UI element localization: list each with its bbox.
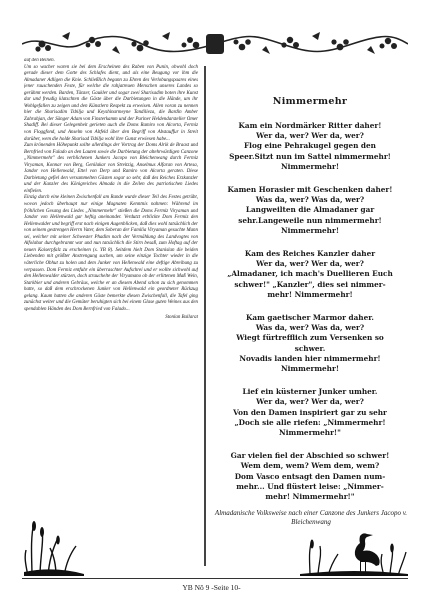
poem-line: „Doch sie alle riefen: „Nimmermehr! [234, 417, 386, 427]
article-paragraph: Um so wacher waren sie bei dem Erscheinen des Raben von Punin, obwohl doch gerade dieser dem Gotte des Schlafes dient, und als eine Beugung vor ihm die Almadaner Adligen die Knie. Schließlich begann zu Ehren des Verlobungspaares eines jener rauschenden Feste, für welche die rahjatreuen Menschen unseres Landes so gerühmt werden. Barden, Tänzer, Gaukler und sogar zwei Sharisadim boten ihre Kunst dar und freudig klatschten die Gäste über die Darbietungen in die Hände, um ihr Wohlgefallen zu zeigen und den Künstlern Respekt zu erweisen. Allen voran zu nennen hier die Sharisadim Tsbilja und Keyshinarmeyne Tandilieza, die Bardin Amber Zahrahjan, der Sänger Adam von Finsterkamm und der Puriner Heldendarsteller Omer Shadiff. Bei dieser Gelegenheit gerieten auch die Doms Ramiro von Alcorta, Fermiz von Floggfond, und Anselm von Altfeld über den Begriff von Abstauffur in Streit darüber, wem die holde Sharisad Tsbilja wohl ihre Gunst erwiesen habe... [24, 64, 198, 142]
poem-line: Gar vielen fiel der Abschied so schwer! [230, 451, 390, 461]
poem-stanza [212, 387, 408, 438]
poem-line: Kam des Reiches Kanzler daher [244, 249, 376, 259]
poem-line: Langweilten die Almadaner gar [245, 205, 375, 215]
poem-line: Kamen Horasier mit Geschenken daher! [227, 185, 393, 195]
poem-stanza [212, 451, 408, 502]
poem-line: mehr... Und flüstert leise: „Nimmer- [236, 481, 384, 491]
poem-line: Dom Vasco entsagt den Damen num- [234, 471, 386, 481]
poem-line: Was da, wer? Was da, wer? [255, 195, 365, 205]
poem-stanzas [212, 121, 408, 502]
poem-line: mehr! Nimmermehr! [267, 289, 353, 299]
poem-line: mehr! Nimmermehr!" [265, 492, 355, 502]
poem-line: sehr.Langeweile nun nimmermehr! [238, 215, 382, 225]
author-signature: Stonlan Ballarat [165, 315, 198, 321]
poem-line: Wer da, wer? Wer da, wer? [256, 131, 364, 141]
poem-line: Was da, wer? Was da, wer? [255, 323, 365, 333]
poem-title: Nimmermehr [272, 96, 348, 107]
poem-caption: Almadanische Volksweise nach einer Canzone des Junkers Jacopo v. Bleichenwang [214, 509, 408, 527]
poem-line: Wem dem, wem? Wem dem, wem? [240, 461, 380, 471]
page-footer: YB Nõ 9 -Seite 10- [182, 583, 241, 592]
poem-stanza [212, 121, 408, 172]
poem-line: Lief ein küsterner Junker umher. [242, 387, 378, 397]
poem-line: Nimmermehr!" [279, 428, 341, 438]
footer-rule [22, 578, 408, 579]
poem-line: „Almadaner, ich mach's Duellieren Euch [227, 269, 393, 279]
grapevine-ornament [22, 30, 408, 58]
poem-line: Nimmermehr! [280, 225, 340, 235]
poem-line: Nimmermehr! [280, 364, 340, 374]
poem-stanza [212, 249, 408, 300]
poem-line: Wer da, wer? Wer da, wer? [256, 397, 364, 407]
poem-line: Flog eine Pehrakugel gegen den [244, 141, 376, 151]
poem-line: Wiegt fürtrefflich zum Versenken so [236, 333, 384, 343]
poem-line: Von den Damen inspiriert gar zu sehr [233, 407, 387, 417]
article-column [24, 58, 198, 570]
poem-line: Novadis landen hier nimmermehr! [239, 353, 381, 363]
poem-line: Speer.Sitzt nun im Sattel nimmermehr! [229, 151, 391, 161]
poem-line: Wer da, wer? Wer da, wer? [256, 259, 364, 269]
article-paragraph: Einzig durch eine kleinen Zwischenfall am Rande wurde dieser Teil des Festes getrübt, wovon jedoch überhaupt nur einige Magnaten Kenntnis nahmen: Während im fröhlichen Gesang des Liedes „Nimmermehr" stießen die Doms Fermiz Viryaman und Jandor von Hellenwald gar heftig aneinander. Verdutzt erblickte Dom Fermiz den Hellenwalder und begriff erst nach einigen Augenblicken, daß dies wohl tatsächlich der von seinem gestrengen Herrn Vater, dem Soberan der Familia Viryaman gesuchte Mann sei, welcher mit seiner Schwester Phadim nach der Vermählung des Landvogtes von Alfolahur durchgebrannt war und nun tatsächlich die Stirn besaß, zum Hoftag auf der neuen Kaiserpfalz zu erscheinen (s. YB 8). Seitdem hielt Dom Stanislan die beiden Liebenden mit größter Anstrengung suchen, um seine einzige Tochter wieder in die väterliche Obhut zu holen und dem Junker von Hellenwald eine deftige Abreibung zu verpassen. Dom Fermiz entfuhr ein überraschter Aufschrei und er wollte sichwohl auf den Hellenwalder stürzen, doch strauchelte der Viryamano ob der erlittenen Maß Wein, Starkbier und anderen Gebräus, welche er an diesem Abend schon zu sich genommen hatte, so daß dem erschrockenen Junker von Hellenwald ein geordneter Rückzug gelang. Kaum hatten die anderen Gäste bemerkte diesen Zwischenfall, die Tafel ging zunächst weiter und die Gemüter beruhigten sich bei einem Glase guten Weines aus den spendablen Händen des Dom Bernfried von Falado... [24, 195, 198, 312]
poem-line: schwer!" „Kanzler", dies sei nimmer- [234, 279, 386, 289]
poem-column [212, 96, 408, 502]
poem-line: Nimmermehr! [280, 161, 340, 171]
poem-stanza [212, 313, 408, 374]
column-divider [204, 66, 206, 566]
article-paragraph: auf den Beinen. [24, 58, 55, 63]
poem-stanza [212, 185, 408, 236]
poem-line: Kam ein Nordmärker Ritter daher! [238, 121, 382, 130]
article-paragraph: Zum krönenden Höhepunkt sollte allerdings der Vortrag der Doms Alrik de Braast und Bernfried von Falado an den Lauten sowie die Darbietung der altehrwürdigen Canzone „Nimmermehr" des verblichenen Junkers Jacopo von Bleichenwang durch Fermiz Viryaman, Konnar von Berg, Genilakar von Streitzig, Anselmus Alfaran von Artesa, Jandor von Hellenwald, Ettel von Derp und Ramiro von Alcorta geraten. Diese Darbietung gefiel den versammelten Gästen sogar so sehr, daß des Reiches Erzkanzler und der Kanzler des Königreiches Almada in die Zeilen des patriotischen Liedes einfielen. [24, 143, 198, 194]
poem-line: Kam gaetischer Marmor daher. [246, 313, 374, 323]
poem-line: schwer. [294, 343, 326, 353]
heron-illustration [300, 530, 408, 576]
reeds-illustration [24, 520, 84, 576]
